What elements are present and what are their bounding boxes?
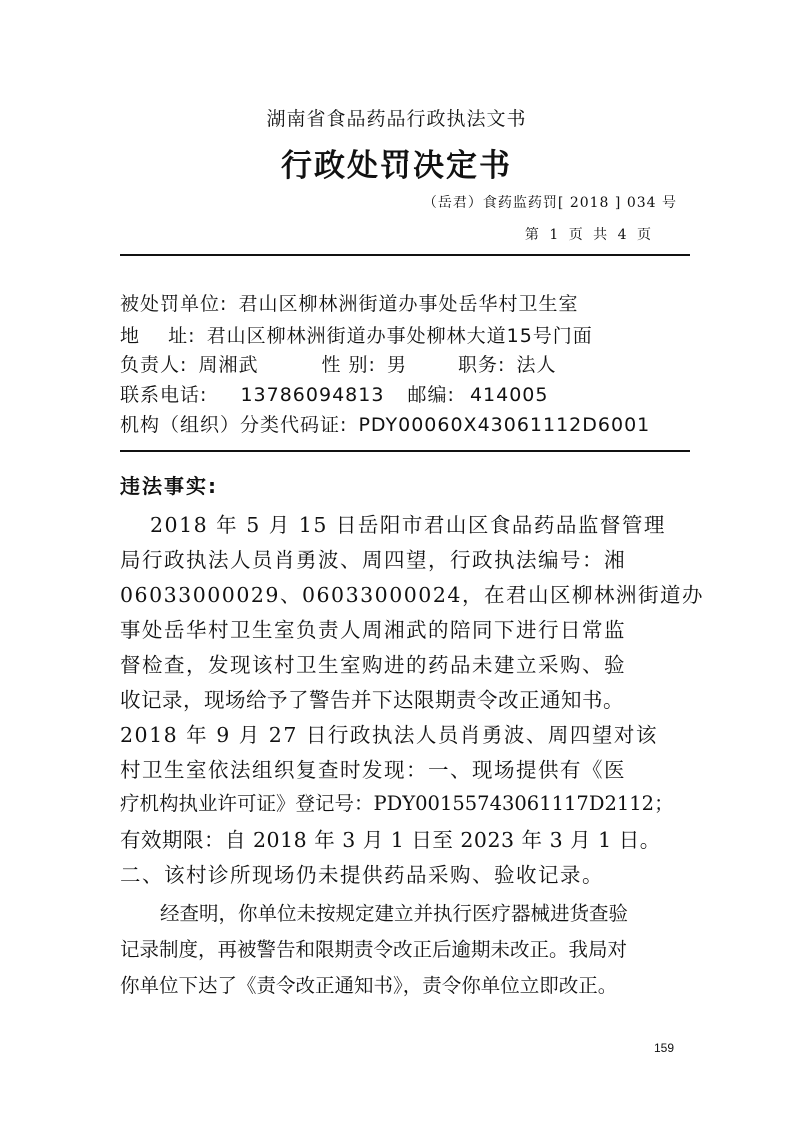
person-row — [120, 350, 557, 377]
penalized-unit-row — [120, 289, 578, 316]
contact-row — [120, 380, 548, 407]
facts-line: 2018 年 9 月 27 日行政执法人员肖勇波、周四望对该 — [120, 723, 658, 747]
position-label: 职务: — [458, 354, 506, 376]
facts-line: 06033000029、06033000024，在君山区柳林洲街道办 — [120, 583, 704, 607]
postcode-value: 414005 — [469, 384, 549, 406]
findings-line: 你单位下达了《责令改正通知书》，责令你单位立即改正。 — [120, 974, 618, 997]
phone-label: 联系电话: — [120, 384, 208, 406]
facts-line: 二、该村诊所现场仍未提供药品采购、验收记录。 — [120, 863, 604, 887]
document-title: 行政处罚决定书 — [281, 148, 512, 184]
page-info: 第 1 页 共 4 页 — [524, 227, 651, 243]
unit-label: 被处罚单位: — [120, 293, 228, 315]
org-code-label: 机构（组织）分类代码证: — [120, 414, 348, 436]
page-number: 159 — [654, 1041, 675, 1055]
top-divider — [120, 254, 690, 256]
facts-line: 督检查，发现该村卫生室购进的药品未建立采购、验 — [120, 653, 626, 677]
person-value: 周湘武 — [198, 354, 259, 376]
address-value: 君山区柳林洲街道办事处柳林大道15号门面 — [206, 325, 593, 347]
position-value: 法人 — [516, 354, 557, 376]
facts-line: 收记录，现场给予了警告并下达限期责令改正通知书。 — [120, 688, 624, 712]
unit-value: 君山区柳林洲街道办事处岳华村卫生室 — [238, 293, 579, 315]
document-type: 湖南省食品药品行政执法文书 — [266, 108, 527, 130]
findings-line: 记录制度，再被警告和限期责令改正后逾期未改正。我局对 — [120, 938, 628, 961]
facts-heading: 违法事实: — [120, 474, 218, 498]
postcode-label: 邮编: — [407, 384, 455, 406]
facts-line: 村卫生室依法组织复查时发现：一、现场提供有《医 — [120, 758, 626, 782]
address-label: 地 址: — [120, 325, 196, 347]
facts-line: 2018 年 5 月 15 日岳阳市君山区食品药品监督管理 — [150, 513, 666, 537]
facts-line: 疗机构执业许可证》登记号：PDY00155743061117D2112； — [120, 792, 674, 815]
gender-value: 男 — [387, 354, 408, 376]
phone-value: 13786094813 — [240, 384, 385, 406]
org-code-row — [120, 410, 650, 437]
document-number: （岳君）食药监药罚[ 2018 ] 034 号 — [422, 195, 677, 211]
facts-line: 有效期限：自 2018 年 3 月 1 日至 2023 年 3 月 1 日。 — [120, 828, 661, 852]
facts-line: 事处岳华村卫生室负责人周湘武的陪同下进行日常监 — [120, 618, 626, 642]
middle-divider — [120, 450, 690, 452]
facts-line: 局行政执法人员肖勇波、周四望，行政执法编号：湘 — [120, 548, 626, 572]
address-row — [120, 321, 593, 348]
findings-line: 经查明，你单位未按规定建立并执行医疗器械进货查验 — [160, 902, 629, 925]
gender-label: 性 别: — [321, 354, 376, 376]
org-code-value: PDY00060X43061112D6001 — [358, 414, 651, 436]
person-label: 负责人: — [120, 354, 188, 376]
